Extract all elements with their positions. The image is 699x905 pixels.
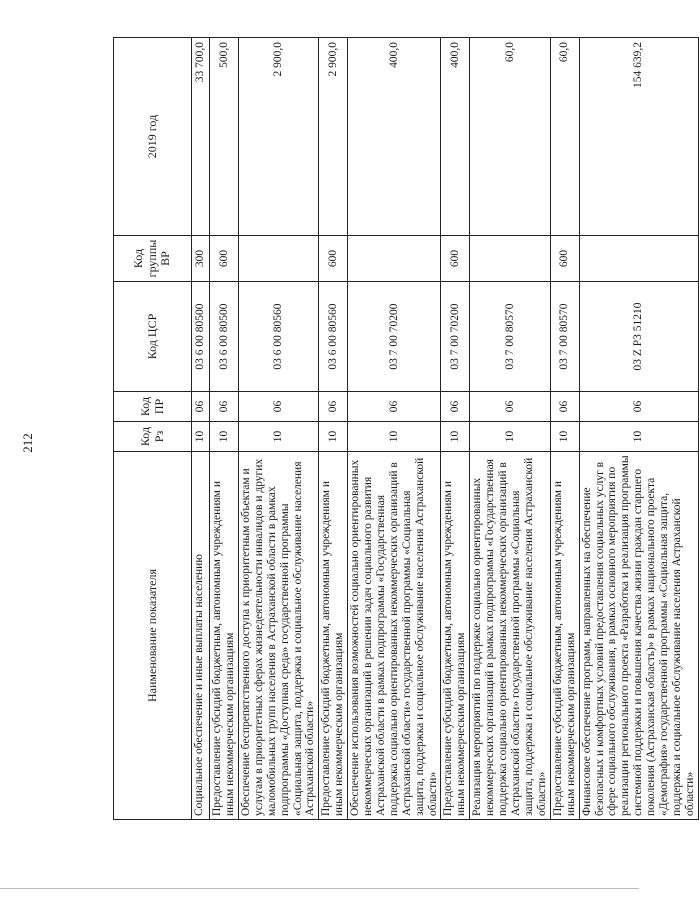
row-rz-cell: 10: [192, 422, 210, 452]
row-pr-cell: 06: [348, 392, 441, 422]
row-pr-cell: 06: [239, 392, 319, 422]
row-name-cell: Социальное обеспечение и иные выплаты населению: [192, 452, 210, 820]
table-header-row: [114, 38, 192, 820]
header-year: 2019 год: [114, 38, 192, 236]
header-csr: Код ЦСР: [114, 282, 192, 392]
row-csr-cell: 03 6 00 80560: [239, 282, 319, 392]
row-name-cell: Обеспечение использования возможностей социально ориентированных некоммерческих организаций в решении задач социального развития Астраханской области в рамках подпрограммы «Государственная поддержка социально ориентированных некоммерческих организаций в Астраханской области» государственной программы «Социальная защита, поддержка и социальное обслуживание населения Астраханской области»: [348, 452, 441, 820]
row-vr-cell: [470, 236, 550, 282]
row-name-cell: Обеспечение беспрепятственного доступа к приоритетным объектам и услугам в приоритетных сферах жизнедеятельности инвалидов и других маломобильных групп населения в Астраханской области в рамках подпрограммы «Доступная среда» государственной программы «Социальная защита, поддержка и социальное обслуживание населения Астраханской области»: [239, 452, 319, 820]
budget-table: [113, 37, 699, 820]
row-name-cell: Предоставление субсидий бюджетным, автономным учреждениям и иным некоммерческим организациям: [319, 452, 348, 820]
row-value-cell: 400,0: [348, 38, 441, 236]
row-pr-cell: 06: [470, 392, 550, 422]
page-number: 212: [19, 433, 35, 453]
row-rz-cell: 10: [550, 422, 579, 452]
header-pr: Код ПР: [114, 392, 192, 422]
table-row: [348, 38, 441, 820]
row-pr-cell: 06: [210, 392, 239, 422]
table-row: [192, 38, 210, 820]
header-name: Наименование показателя: [114, 452, 192, 820]
row-vr-cell: [239, 236, 319, 282]
table-row: [550, 38, 579, 820]
row-csr-cell: 03 Z P3 51210: [579, 282, 698, 392]
row-vr-cell: 600: [441, 236, 470, 282]
row-name-cell: Предоставление субсидий бюджетным, автономным учреждениям и иным некоммерческим организациям: [441, 452, 470, 820]
row-csr-cell: 03 6 00 80560: [319, 282, 348, 392]
row-pr-cell: 06: [579, 392, 698, 422]
row-value-cell: 60,0: [550, 38, 579, 236]
row-value-cell: 33 700,0: [192, 38, 210, 236]
row-vr-cell: 600: [319, 236, 348, 282]
table-container: [113, 38, 696, 820]
row-name-cell: Финансовое обеспечение программ, направленных на обеспечение безопасных и комфортных условий предоставления социальных услуг в сфере социального обслуживания, в рамках основного мероприятия по реализации регионального проекта «Разработка и реализация программы системной поддержки и повышения качества жизни граждан старшего поколения (Астраханская область)» в рамках национального проекта «Демография» государственной программы «Социальная защита, поддержка и социальное обслуживание населения Астраханской области»: [579, 452, 698, 820]
table-row: [239, 38, 319, 820]
row-value-cell: 500,0: [210, 38, 239, 236]
row-csr-cell: 03 7 00 70200: [348, 282, 441, 392]
row-rz-cell: 10: [348, 422, 441, 452]
row-csr-cell: 03 7 00 70200: [441, 282, 470, 392]
row-pr-cell: 06: [550, 392, 579, 422]
row-rz-cell: 10: [441, 422, 470, 452]
table-row: [319, 38, 348, 820]
table-row: [210, 38, 239, 820]
row-pr-cell: 06: [441, 392, 470, 422]
row-rz-cell: 10: [210, 422, 239, 452]
row-vr-cell: [579, 236, 698, 282]
row-vr-cell: 600: [210, 236, 239, 282]
row-csr-cell: 03 7 00 80570: [470, 282, 550, 392]
row-name-cell: Реализация мероприятий по поддержке социально ориентированных некоммерческих организаций в рамках подпрограммы «Государственная поддержка социально ориентированных некоммерческих организаций в Астраханской области» государственной программы «Социальная защита, поддержка и социальное обслуживание населения Астраханской области»: [470, 452, 550, 820]
row-value-cell: 400,0: [441, 38, 470, 236]
row-csr-cell: 03 7 00 80570: [550, 282, 579, 392]
row-vr-cell: [348, 236, 441, 282]
row-rz-cell: 10: [319, 422, 348, 452]
row-pr-cell: 06: [192, 392, 210, 422]
row-name-cell: Предоставление субсидий бюджетным, автономным учреждениям и иным некоммерческим организациям: [550, 452, 579, 820]
row-value-cell: 154 639,2: [579, 38, 698, 236]
table-row: [441, 38, 470, 820]
footer-rule: [0, 888, 639, 889]
row-rz-cell: 10: [239, 422, 319, 452]
table-row: [470, 38, 550, 820]
row-csr-cell: 03 6 00 80500: [210, 282, 239, 392]
row-rz-cell: 10: [579, 422, 698, 452]
row-vr-cell: 300: [192, 236, 210, 282]
row-csr-cell: 03 6 00 80500: [192, 282, 210, 392]
row-value-cell: 2 900,0: [319, 38, 348, 236]
header-rz: Код Рз: [114, 422, 192, 452]
row-value-cell: 60,0: [470, 38, 550, 236]
table-row: [579, 38, 698, 820]
row-rz-cell: 10: [470, 422, 550, 452]
row-value-cell: 2 900,0: [239, 38, 319, 236]
header-vr: Код группы ВР: [114, 236, 192, 282]
row-pr-cell: 06: [319, 392, 348, 422]
row-vr-cell: 600: [550, 236, 579, 282]
row-name-cell: Предоставление субсидий бюджетным, автономным учреждениям и иным некоммерческим организациям: [210, 452, 239, 820]
